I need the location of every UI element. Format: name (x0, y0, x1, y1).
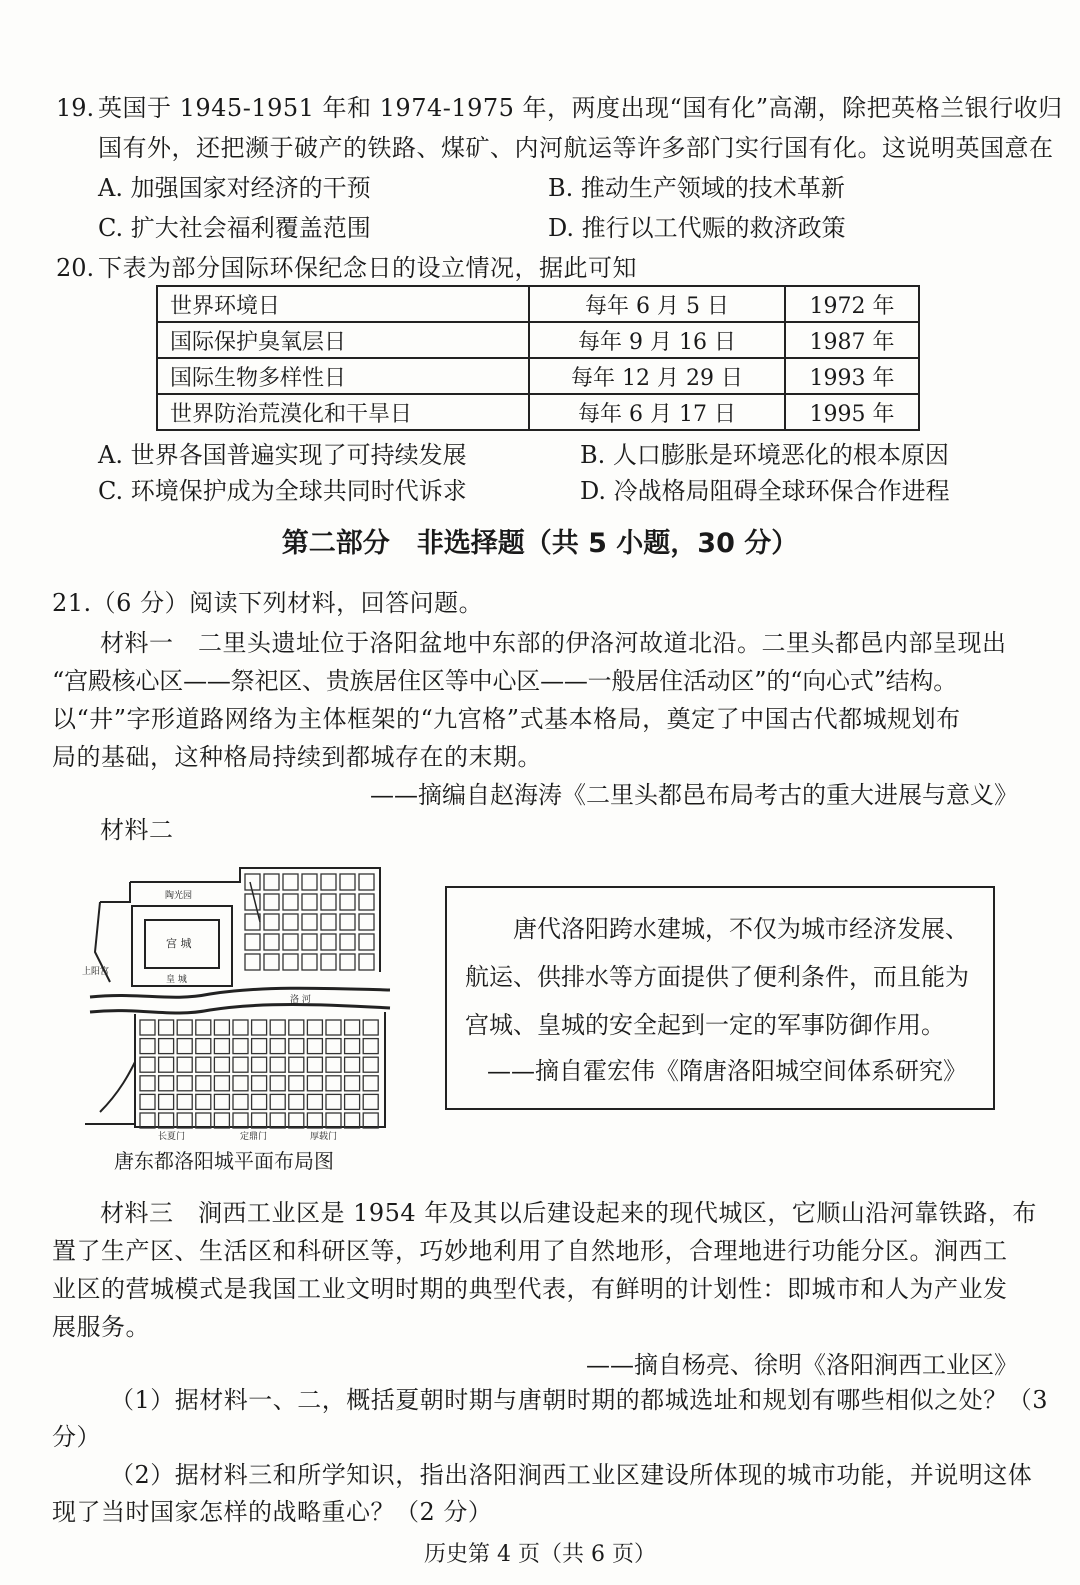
sub-question-1-line2: 分） (52, 1423, 101, 1451)
map-ward-block (345, 1113, 360, 1128)
map-ward-block (321, 894, 336, 910)
map-ward-block (307, 1113, 322, 1128)
luoyang-city-map (80, 862, 400, 1142)
map-ward-block (302, 894, 317, 910)
map-label-luo-river: 洛 河 (290, 995, 311, 1005)
map-ward-block (177, 1020, 192, 1035)
map-ward-block (340, 914, 355, 930)
table-cell-year: 1995 年 (785, 394, 919, 430)
map-ward-block (196, 1076, 211, 1091)
map-ward-block (196, 1094, 211, 1109)
map-ward-block (363, 1094, 378, 1109)
map-ward-block (283, 874, 298, 890)
map-ward-block (326, 1076, 341, 1091)
material-2-label: 材料二 (100, 816, 174, 844)
map-ward-block (270, 1113, 285, 1128)
question-19-option-a: A. 加强国家对经济的干预 (98, 174, 371, 202)
question-19-option-c: C. 扩大社会福利覆盖范围 (98, 214, 371, 242)
map-ward-block (159, 1039, 174, 1054)
question-20-number: 20. (56, 254, 95, 282)
map-ward-block (340, 894, 355, 910)
material-1-source: ——摘编自赵海涛《二里头都邑布局考古的重大进展与意义》 (370, 781, 1018, 809)
map-ward-block (245, 914, 260, 930)
table-cell-year: 1987 年 (785, 322, 919, 358)
map-ward-block (359, 874, 374, 890)
question-19-option-d: D. 推行以工代赈的救济政策 (548, 214, 846, 242)
table-cell-name: 国际生物多样性日 (157, 358, 529, 394)
map-ward-block (264, 894, 279, 910)
quote-source: ——摘自霍宏伟《隋唐洛阳城空间体系研究》 (487, 1057, 967, 1085)
map-ward-block (159, 1057, 174, 1072)
map-ward-block (289, 1020, 304, 1035)
map-ward-block (214, 1020, 229, 1035)
map-ward-block (252, 1113, 267, 1128)
material-3-line2: 置了生产区、生活区和科研区等，巧妙地利用了自然地形，合理地进行功能分区。涧西工 (52, 1237, 1008, 1265)
map-ward-block (363, 1039, 378, 1054)
luoyang-map-svg (80, 862, 400, 1142)
map-label-shangyang: 上阳宫 (82, 967, 110, 977)
map-ward-block (326, 1039, 341, 1054)
material-3-line3: 业区的营城模式是我国工业文明时期的典型代表，有鲜明的计划性：即城市和人为产业发 (52, 1275, 1008, 1303)
map-ward-block (177, 1057, 192, 1072)
map-ward-block (283, 954, 298, 970)
map-ward-block (159, 1076, 174, 1091)
section-title: 第二部分 非选择题（共 5 小题，30 分） (281, 528, 799, 559)
map-ward-block (321, 954, 336, 970)
sub-question-2-line2: 现了当时国家怎样的战略重心？（2 分） (52, 1498, 493, 1526)
question-19-stem-line1: 英国于 1945-1951 年和 1974-1975 年，两度出现“国有化”高潮，除把英格兰银行收归 (98, 94, 1063, 122)
map-ward-block (307, 1076, 322, 1091)
map-label-gate-mid: 定鼎门 (240, 1132, 268, 1142)
map-ward-block (363, 1113, 378, 1128)
map-ward-block (196, 1020, 211, 1035)
map-ward-block (283, 914, 298, 930)
map-ward-block (233, 1113, 248, 1128)
map-ward-block (196, 1057, 211, 1072)
map-ward-block (363, 1076, 378, 1091)
map-ward-block (302, 874, 317, 890)
map-ward-block (252, 1057, 267, 1072)
question-19-stem-line2: 国有外，还把濒于破产的铁路、煤矿、内河航运等许多部门实行国有化。这说明英国意在 (98, 134, 1054, 162)
map-ward-block (196, 1039, 211, 1054)
table-cell-date: 每年 9 月 16 日 (529, 322, 785, 358)
map-ward-block (270, 1020, 285, 1035)
map-ward-block (340, 954, 355, 970)
map-ward-block (245, 894, 260, 910)
material-2-quote-box (445, 886, 995, 1110)
material-3-line1: 材料三 涧西工业区是 1954 年及其以后建设起来的现代城区，它顺山沿河靠铁路，布 (100, 1199, 1037, 1227)
map-label-gate-left: 长夏门 (158, 1132, 186, 1142)
map-ward-block (289, 1094, 304, 1109)
map-ward-block (321, 934, 336, 950)
map-ward-block (302, 914, 317, 930)
map-ward-block (177, 1094, 192, 1109)
map-ward-block (196, 1113, 211, 1128)
map-ward-block (302, 954, 317, 970)
map-ward-block (264, 914, 279, 930)
map-ward-block (214, 1076, 229, 1091)
map-ward-block (302, 934, 317, 950)
map-ward-block (214, 1039, 229, 1054)
map-ward-block (321, 914, 336, 930)
map-ward-block (289, 1076, 304, 1091)
map-ward-block (233, 1076, 248, 1091)
table-cell-date: 每年 12 月 29 日 (529, 358, 785, 394)
map-ward-block (140, 1076, 155, 1091)
sub-question-1-line1: （1）据材料一、二，概括夏朝时期与唐朝时期的都城选址和规划有哪些相似之处？（3 (110, 1386, 1049, 1414)
map-ward-block (140, 1094, 155, 1109)
table-row (157, 394, 919, 430)
page-footer: 历史第 4 页（共 6 页） (424, 1542, 656, 1567)
sub-question-2-line1: （2）据材料三和所学知识，指出洛阳涧西工业区建设所体现的城市功能，并说明这体 (110, 1461, 1033, 1489)
table-cell-year: 1972 年 (785, 286, 919, 322)
map-ward-block (289, 1057, 304, 1072)
map-ward-block (359, 914, 374, 930)
map-label-imperial: 皇 城 (166, 975, 187, 985)
map-ward-block (233, 1057, 248, 1072)
map-ward-block (252, 1076, 267, 1091)
map-ward-block (359, 934, 374, 950)
question-20-option-d: D. 冷战格局阻碍全球环保合作进程 (580, 477, 950, 505)
map-ward-block (159, 1094, 174, 1109)
map-ward-block (345, 1039, 360, 1054)
map-ward-block (252, 1094, 267, 1109)
map-ward-block (363, 1020, 378, 1035)
map-ward-block (233, 1094, 248, 1109)
map-ward-block (264, 874, 279, 890)
map-ward-block (307, 1094, 322, 1109)
map-ward-block (359, 894, 374, 910)
map-ward-block (326, 1020, 341, 1035)
map-ward-block (270, 1094, 285, 1109)
material-1-line3: 以“井”字形道路网络为主体框架的“九宫格”式基本格局，奠定了中国古代都城规划布 (52, 705, 961, 733)
environment-days-table (156, 285, 920, 431)
map-ward-block (214, 1094, 229, 1109)
map-ward-block (252, 1020, 267, 1035)
map-caption: 唐东都洛阳城平面布局图 (114, 1149, 334, 1173)
question-19-number: 19. (56, 94, 95, 122)
table-cell-date: 每年 6 月 5 日 (529, 286, 785, 322)
quote-line2: 航运、供排水等方面提供了便利条件，而且能为 (465, 963, 969, 991)
map-ward-block (307, 1039, 322, 1054)
question-20-stem: 下表为部分国际环保纪念日的设立情况，据此可知 (98, 254, 637, 282)
map-ward-block (140, 1113, 155, 1128)
map-ward-block (264, 954, 279, 970)
map-ward-block (345, 1057, 360, 1072)
map-ward-block (307, 1020, 322, 1035)
map-ward-block (345, 1076, 360, 1091)
table-cell-name: 国际保护臭氧层日 (157, 322, 529, 358)
map-ward-block (283, 934, 298, 950)
map-label-yaoyuan: 陶光园 (165, 891, 193, 901)
map-ward-block (245, 954, 260, 970)
map-label-gate-right: 厚载门 (310, 1132, 338, 1142)
map-ward-block (345, 1020, 360, 1035)
map-ward-block (233, 1039, 248, 1054)
map-ward-block (270, 1039, 285, 1054)
map-ward-block (321, 874, 336, 890)
material-1-line1: 材料一 二里头遗址位于洛阳盆地中东部的伊洛河故道北沿。二里头都邑内部呈现出 (100, 629, 1007, 657)
table-cell-year: 1993 年 (785, 358, 919, 394)
map-ward-block (340, 934, 355, 950)
table-cell-date: 每年 6 月 17 日 (529, 394, 785, 430)
map-ward-block (363, 1057, 378, 1072)
table-row (157, 322, 919, 358)
map-ward-block (245, 874, 260, 890)
map-ward-block (233, 1020, 248, 1035)
map-ward-block (177, 1039, 192, 1054)
map-ward-block (345, 1094, 360, 1109)
map-ward-block (140, 1057, 155, 1072)
question-19-option-b: B. 推动生产领域的技术革新 (548, 174, 845, 202)
map-ward-block (159, 1113, 174, 1128)
map-ward-block (264, 934, 279, 950)
quote-line1: 唐代洛阳跨水建城，不仅为城市经济发展、 (513, 915, 969, 943)
map-ward-block (159, 1020, 174, 1035)
map-ward-block (252, 1039, 267, 1054)
map-ward-block (289, 1039, 304, 1054)
material-3-line4: 展服务。 (52, 1313, 150, 1341)
question-20-option-c: C. 环境保护成为全球共同时代诉求 (98, 477, 467, 505)
quote-line3: 宫城、皇城的安全起到一定的军事防御作用。 (465, 1011, 945, 1039)
map-ward-block (326, 1094, 341, 1109)
map-ward-block (289, 1113, 304, 1128)
map-ward-block (177, 1113, 192, 1128)
map-ward-block (214, 1113, 229, 1128)
map-ward-block (326, 1057, 341, 1072)
table-row (157, 358, 919, 394)
map-ward-block (326, 1113, 341, 1128)
material-1-line2: “宫殿核心区——祭祀区、贵族居住区等中心区——一般居住活动区”的“向心式”结构。 (52, 667, 958, 695)
map-ward-block (283, 894, 298, 910)
map-ward-block (140, 1039, 155, 1054)
table-cell-name: 世界防治荒漠化和干旱日 (157, 394, 529, 430)
table-cell-name: 世界环境日 (157, 286, 529, 322)
table-row (157, 286, 919, 322)
map-ward-block (214, 1057, 229, 1072)
map-ward-block (140, 1020, 155, 1035)
question-20-option-b: B. 人口膨胀是环境恶化的根本原因 (580, 441, 949, 469)
map-ward-block (270, 1057, 285, 1072)
map-ward-block (307, 1057, 322, 1072)
question-20-option-a: A. 世界各国普遍实现了可持续发展 (98, 441, 467, 469)
map-ward-block (340, 874, 355, 890)
map-ward-block (245, 934, 260, 950)
material-3-source: ——摘自杨亮、徐明《洛阳涧西工业区》 (586, 1351, 1018, 1379)
material-1-line4: 局的基础，这种格局持续到都城存在的末期。 (52, 743, 542, 771)
map-ward-block (359, 954, 374, 970)
map-ward-block (270, 1076, 285, 1091)
question-21-header: 21.（6 分）阅读下列材料，回答问题。 (52, 589, 484, 617)
map-ward-block (177, 1076, 192, 1091)
map-label-palace: 宫 城 (166, 937, 192, 950)
